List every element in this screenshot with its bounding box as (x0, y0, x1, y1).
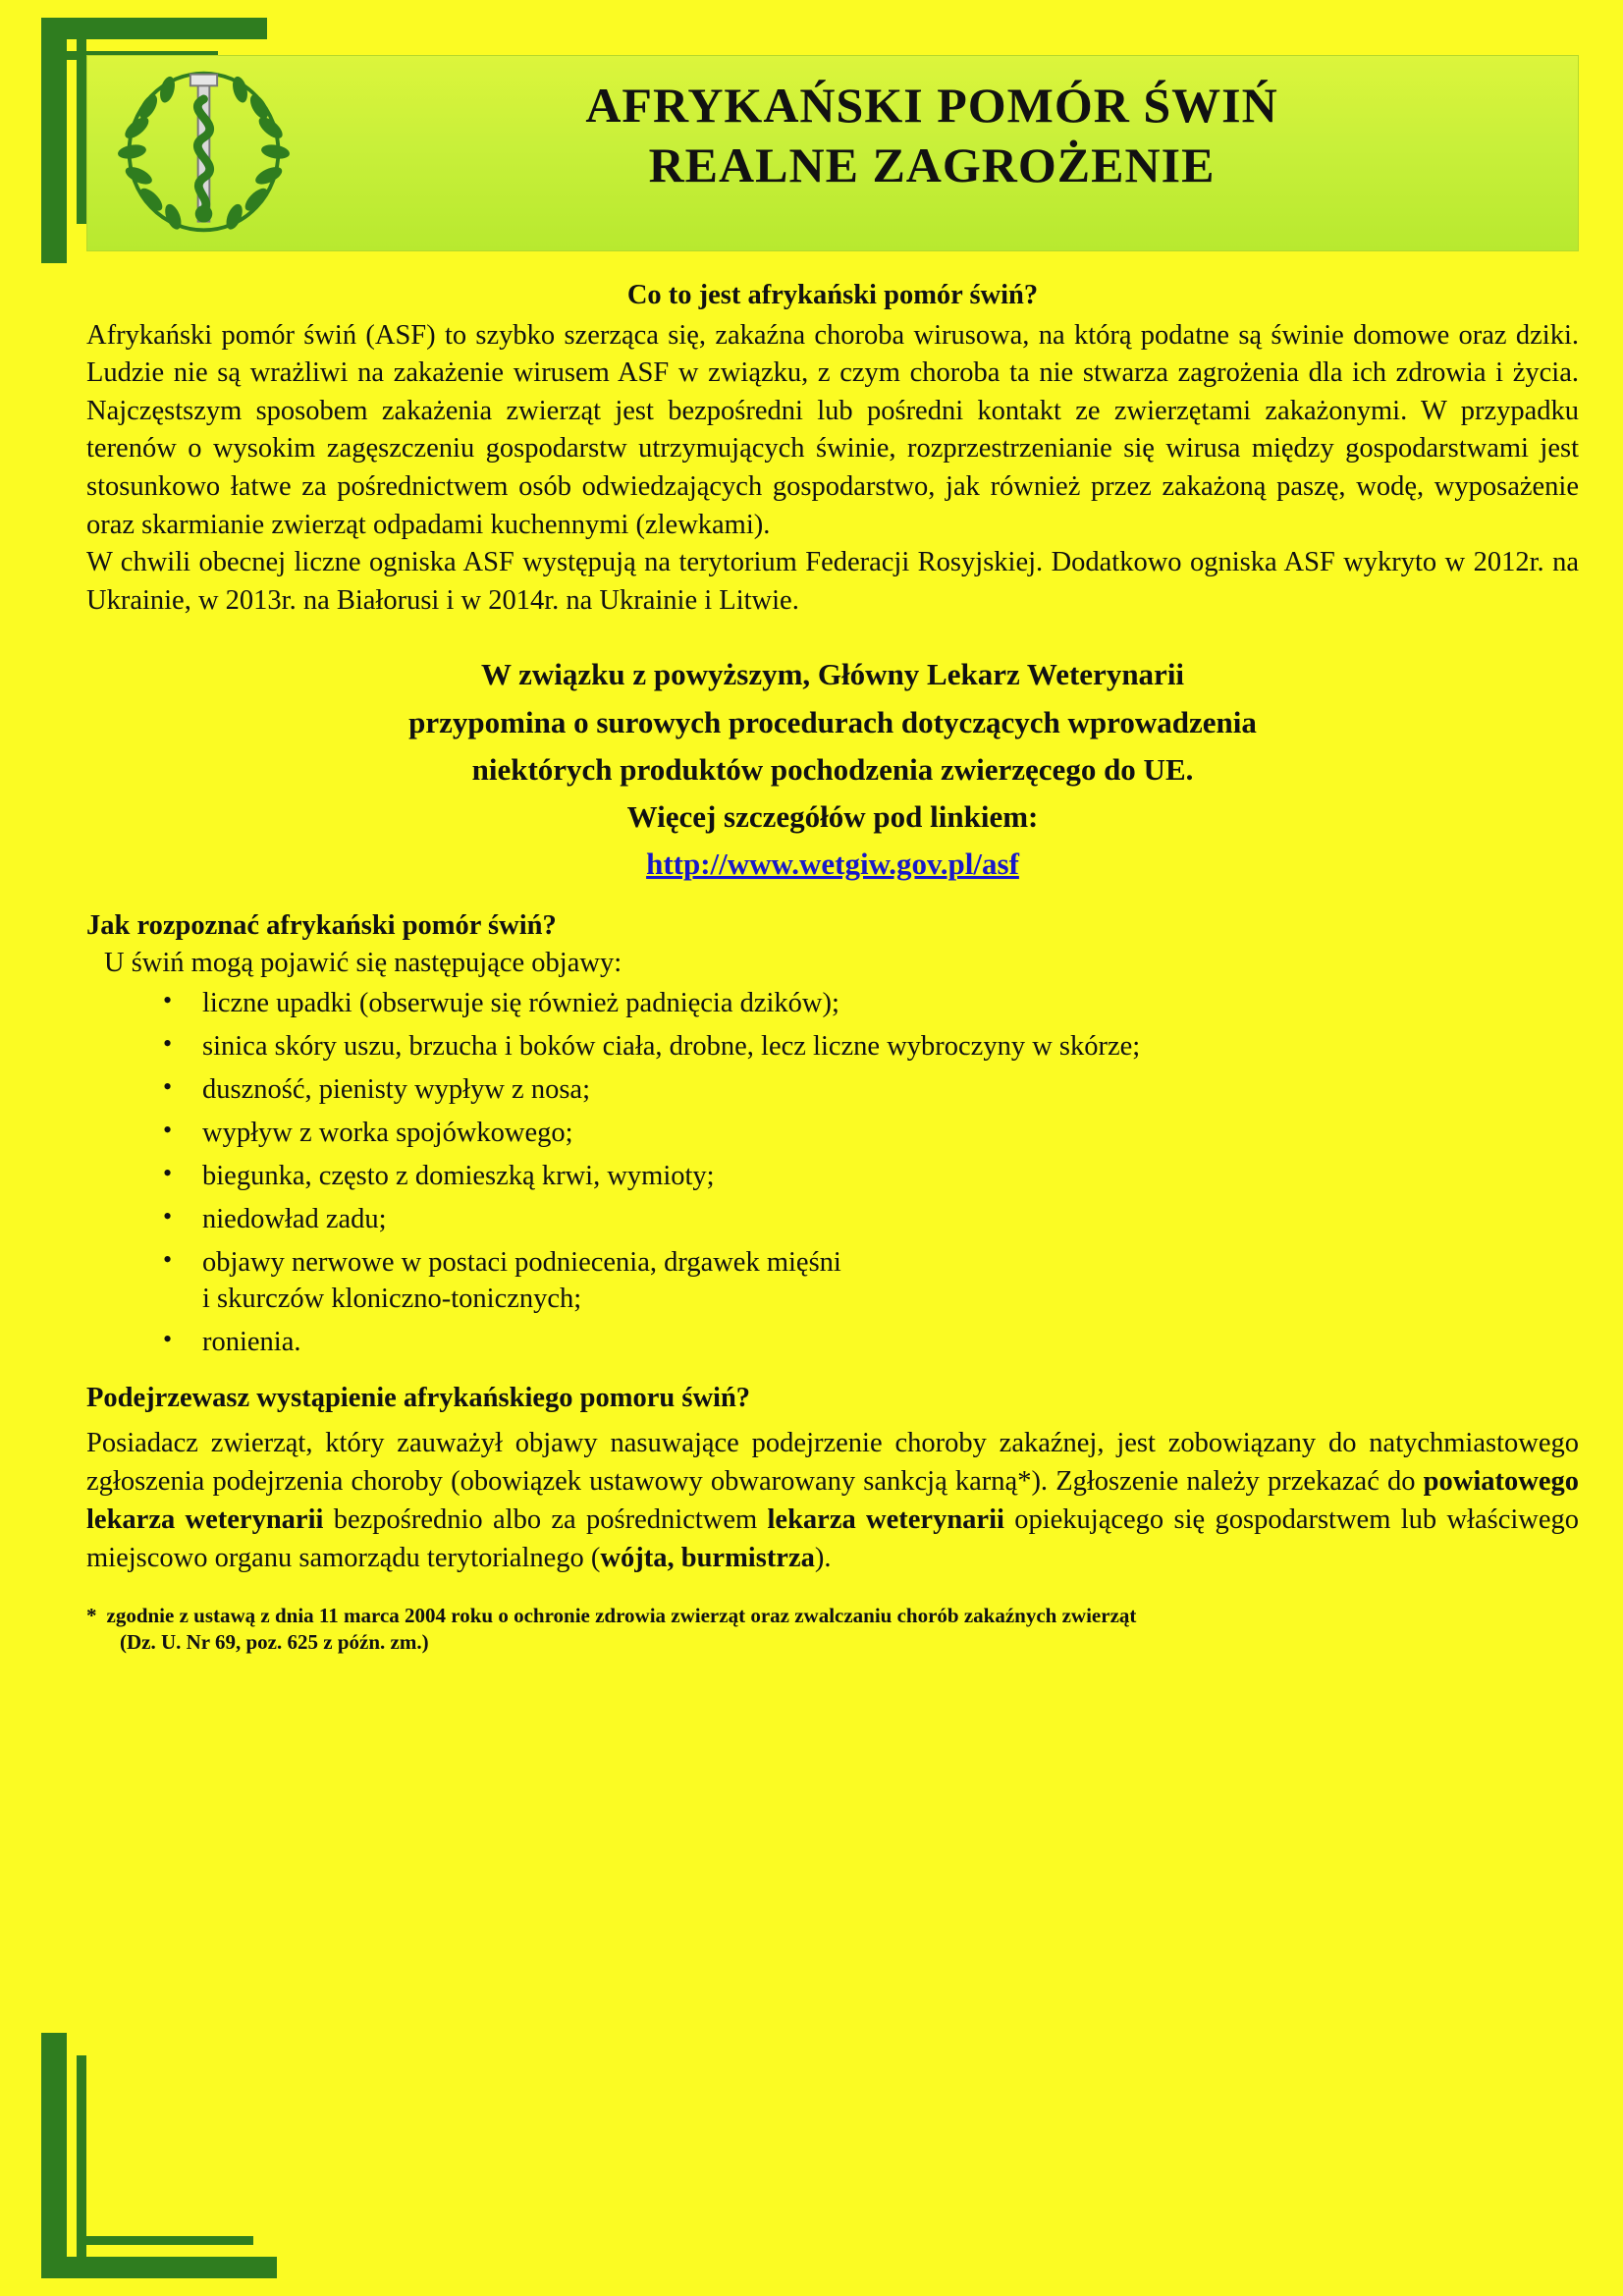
symptom-text: liczne upadki (obserwuje się również padnięcia dzików); (202, 987, 839, 1018)
symptom-text: sinica skóry uszu, brzucha i boków ciała, drobne, lecz liczne wybroczyny w skórze; (202, 1030, 1141, 1062)
list-item (202, 1244, 1579, 1317)
symptom-text: niedowład zadu; (202, 1204, 387, 1235)
symptom-text-continuation: i skurczów kloniczno-tonicznych; (202, 1284, 582, 1315)
footnote-line-1: zgodnie z ustawą z dnia 11 marca 2004 roku o ochronie zdrowia zwierząt oraz zwalczaniu chorób zakaźnych zwierząt (106, 1603, 1137, 1627)
page-title (313, 76, 1550, 195)
symptom-text: wypływ z worka spojówkowego; (202, 1117, 573, 1148)
callout-gliw (86, 653, 1579, 885)
paragraph-suspect-asf (86, 1424, 1579, 1577)
suspect-bold-2: lekarza weterynarii (767, 1503, 1004, 1535)
poster-body (86, 277, 1579, 1657)
callout-line-2: przypomina o surowych procedurach dotyczących wprowadzenia (408, 704, 1257, 739)
symptom-text: ronienia. (202, 1327, 301, 1358)
callout-line-1: W związku z powyższym, Główny Lekarz Weterynarii (480, 657, 1185, 692)
title-banner (86, 55, 1579, 251)
list-item (202, 1158, 1579, 1194)
callout-line-3: niektórych produktów pochodzenia zwierzęcego do UE. (471, 751, 1194, 787)
paragraph-what-is-asf-2: W chwili obecnej liczne ogniska ASF występują na terytorium Federacji Rosyjskiej. Dodatkowo ogniska ASF wykryto w 2012r. na Ukrainie, w 2013r. na Białorusi i w 2014r. na Ukrainie i Litwie. (86, 547, 1579, 616)
decor-bar-bottom-left-4 (77, 2236, 253, 2245)
symptom-text: objawy nerwowe w postaci podniecenia, drgawek mięśni (202, 1247, 841, 1279)
heading-suspect-asf: Podejrzewasz wystąpienie afrykańskiego pomoru świń? (86, 1383, 751, 1414)
footnote-line-2: (Dz. U. Nr 69, poz. 625 z późn. zm.) (120, 1630, 429, 1655)
footnote-marker: * (86, 1603, 97, 1627)
decor-bar-top-left-3 (41, 18, 267, 39)
decor-bar-bottom-left-3 (41, 2257, 277, 2278)
list-item (202, 1324, 1579, 1360)
suspect-text-4: ). (814, 1542, 832, 1573)
suspect-bold-1: powiatowego lekarza weterynarii (86, 1465, 1579, 1535)
heading-how-to-recognize: Jak rozpoznać afrykański pomór świń? (86, 909, 557, 941)
symptom-text: biegunka, często z domieszką krwi, wymioty; (202, 1160, 715, 1191)
asf-info-link[interactable]: http://www.wetgiw.gov.pl/asf (646, 846, 1019, 881)
callout-line-4: Więcej szczegółów pod linkiem: (626, 798, 1039, 834)
paragraph-what-is-asf-1: Afrykański pomór świń (ASF) to szybko szerząca się, zakaźna choroba wirusowa, na którą podatne są świnie domowe oraz dziki. Ludzie nie są wrażliwi na zakażenie wirusem ASF w związku, z czym choroba ta nie stwarza zagrożenia dla ich zdrowia i życia. Najczęstszym sposobem zakażenia zwierząt jest bezpośredni lub pośredni kontakt ze zwierzętami zakażonymi. W przypadku terenów o wysokim zagęszczeniu gospodarstw utrzymujących świnie, rozprzestrzenianie się wirusa między gospodarstwami jest stosunkowo łatwe za pośrednictwem osób odwiedzających gospodarstwo, jak również przez zakażoną paszę, wodę, wyposażenie oraz skarmianie zwierząt odpadami kuchennymi (zlewkami). (86, 319, 1579, 540)
suspect-text-3: opiekującego się gospodarstwem lub właściwego miejscowo organu samorządu terytorialnego ( (86, 1503, 1579, 1573)
decor-bar-bottom-left-2 (77, 2055, 86, 2257)
page-title-line2: REALNE ZAGROŻENIE (648, 137, 1216, 192)
suspect-bold-3: wójta, burmistrza (600, 1542, 815, 1573)
decor-bar-bottom-left-1 (41, 2033, 67, 2278)
heading-what-is-asf: Co to jest afrykański pomór świń? (626, 280, 1039, 310)
list-item (202, 985, 1579, 1021)
list-item (202, 1028, 1579, 1065)
suspect-text-1: Posiadacz zwierząt, który zauważył objawy nasuwające podejrzenie choroby zakaźnej, jest zobowiązany do natychmiastowego zgłoszenia podejrzenia choroby (obowiązek ustawowy obwarowany sankcją karną*). Zgłoszenie należy przekazać do (86, 1427, 1579, 1497)
list-item (202, 1071, 1579, 1108)
footnote (86, 1603, 1579, 1657)
recognize-lead-text: U świń mogą pojawić się następujące objawy: (104, 948, 622, 979)
veterinary-inspection-emblem-icon (108, 61, 299, 243)
suspect-text-2: bezpośrednio albo za pośrednictwem (323, 1503, 768, 1535)
list-item (202, 1115, 1579, 1151)
list-item (202, 1201, 1579, 1237)
decor-bar-top-left-2 (77, 18, 86, 224)
page-title-line1: AFRYKAŃSKI POMÓR ŚWIŃ (585, 78, 1278, 133)
symptoms-list (86, 985, 1579, 1360)
symptom-text: duszność, pienisty wypływ z nosa; (202, 1073, 590, 1105)
